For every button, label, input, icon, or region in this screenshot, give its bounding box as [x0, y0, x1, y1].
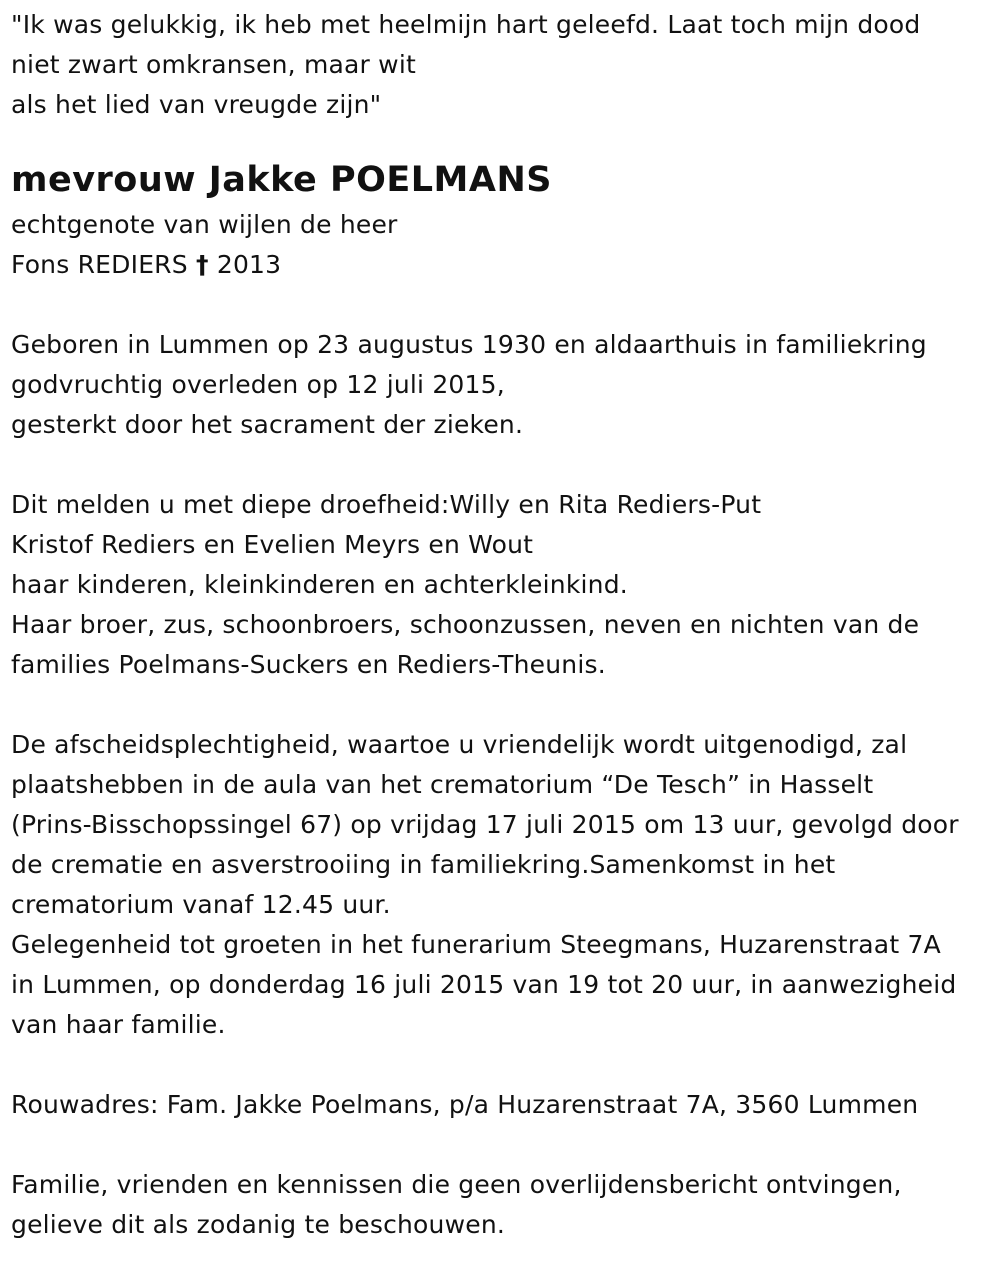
spacer [11, 1045, 996, 1085]
family-line: Kristof Rediers en Evelien Meyrs en Wout [11, 530, 534, 559]
address-block [11, 1085, 996, 1125]
spouse-name: Fons REDIERS [11, 250, 188, 279]
ceremony-line: in Lummen, op donderdag 16 juli 2015 van 19 tot 20 uur, in aanwezigheid [11, 970, 957, 999]
family-block [11, 485, 996, 685]
birth-death-line: Geboren in Lummen op 23 augustus 1930 en aldaarthuis in familiekring [11, 330, 927, 359]
spacer [11, 445, 996, 485]
address-line: Rouwadres: Fam. Jakke Poelmans, p/a Huzarenstraat 7A, 3560 Lummen [11, 1090, 919, 1119]
quote-block [11, 5, 996, 125]
closing-line: Familie, vrienden en kennissen die geen overlijdensbericht ontvingen, [11, 1170, 902, 1199]
obituary-notice [11, 5, 996, 1245]
closing-line: gelieve dit als zodanig te beschouwen. [11, 1210, 506, 1239]
family-line: Dit melden u met diepe droefheid:Willy en Rita Rediers-Put [11, 490, 762, 519]
family-line: Haar broer, zus, schoonbroers, schoonzussen, neven en nichten van de [11, 610, 920, 639]
spacer [11, 125, 996, 155]
ceremony-line: De afscheidsplechtigheid, waartoe u vriendelijk wordt uitgenodigd, zal [11, 730, 908, 759]
quote-line: niet zwart omkransen, maar wit [11, 50, 416, 79]
birth-death-line: gesterkt door het sacrament der zieken. [11, 410, 524, 439]
birth-death-line: godvruchtig overleden op 12 juli 2015, [11, 370, 505, 399]
spacer [11, 1125, 996, 1165]
birth-death-block [11, 325, 996, 445]
spacer [11, 685, 996, 725]
ceremony-line: Gelegenheid tot groeten in het funerarium Steegmans, Huzarenstraat 7A [11, 930, 941, 959]
cross-icon: † [195, 250, 209, 279]
ceremony-line: (Prins-Bisschopssingel 67) op vrijdag 17 juli 2015 om 13 uur, gevolgd door [11, 810, 959, 839]
spacer [11, 285, 996, 325]
ceremony-line: van haar familie. [11, 1010, 226, 1039]
spouse-death-year: 2013 [216, 250, 282, 279]
family-line: haar kinderen, kleinkinderen en achterkleinkind. [11, 570, 628, 599]
spouse-line [11, 245, 996, 285]
family-line: families Poelmans-Suckers en Rediers-Theunis. [11, 650, 606, 679]
ceremony-line: crematorium vanaf 12.45 uur. [11, 890, 391, 919]
ceremony-block [11, 725, 996, 1045]
deceased-name: mevrouw Jakke POELMANS [11, 160, 552, 200]
ceremony-line: plaatshebben in de aula van het crematorium “De Tesch” in Hasselt [11, 770, 874, 799]
quote-line: als het lied van vreugde zijn" [11, 90, 382, 119]
relation-text: echtgenote van wijlen de heer [11, 210, 398, 239]
quote-line: "Ik was gelukkig, ik heb met heelmijn hart geleefd. Laat toch mijn dood [11, 10, 921, 39]
closing-block [11, 1165, 996, 1245]
ceremony-line: de crematie en asverstrooiing in familiekring.Samenkomst in het [11, 850, 836, 879]
